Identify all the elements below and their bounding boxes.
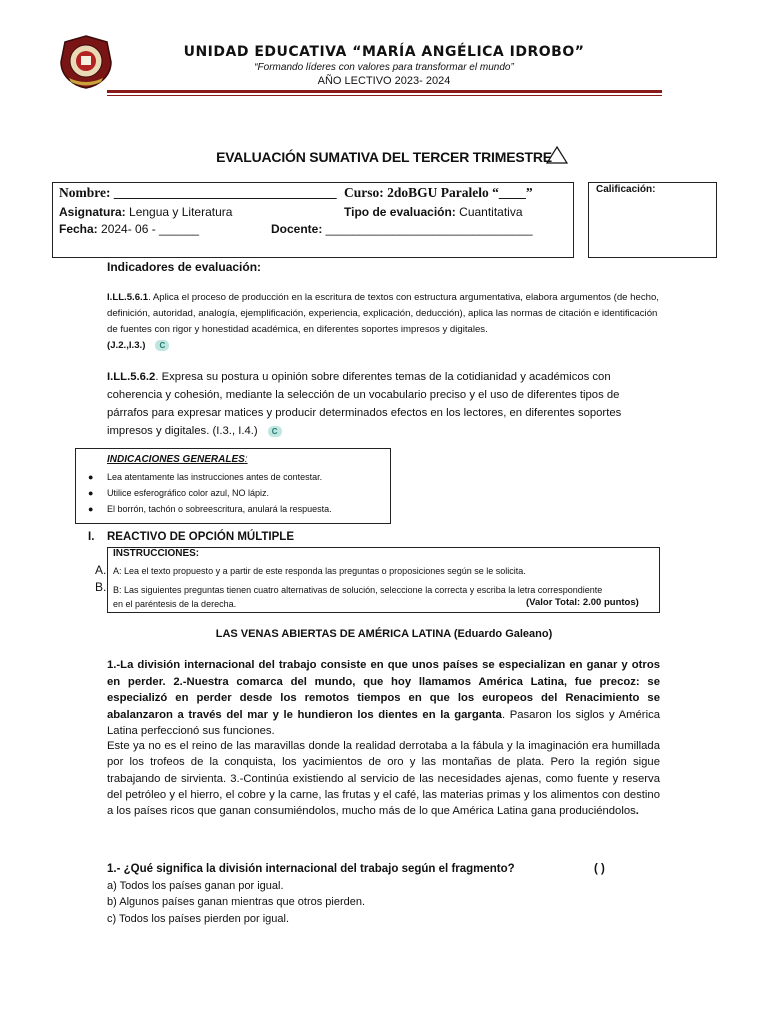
teacher-value: _______________________________ — [322, 222, 533, 236]
general-indications-list — [88, 469, 388, 517]
date-field[interactable] — [59, 222, 199, 236]
general-heading-text: INDICACIONES GENERALES — [107, 454, 245, 465]
header-divider-thin — [107, 95, 662, 96]
reading-paragraph-1 — [107, 657, 660, 740]
eval-type-label: Tipo de evaluación: — [344, 205, 456, 219]
reading-paragraph-2 — [107, 738, 660, 819]
name-field[interactable]: Nombre: _________________________________ — [59, 185, 337, 200]
grade-label: Calificación: — [596, 184, 656, 195]
indicator-2 — [107, 368, 662, 440]
school-year: AÑO LECTIVO 2023- 2024 — [317, 75, 451, 87]
teacher-label: Docente: — [271, 222, 323, 236]
reading-paragraph-1-rest: . Pasaron los siglos y América Latina perfeccionó sus funciones. — [107, 708, 661, 737]
indicator-2-text: . Expresa su postura u opinión sobre diferentes temas de la cotidianidad y académicos con coherencia y cohesión, mediante la selección de un vocabulario preciso y el uso de diferentes tipos de párrafos para expresar matices y producir determinados efectos en los lectores, en diferentes soportes impresos y digitales. (I.3., I.4.) — [107, 371, 622, 437]
indicator-1-text: . Aplica el proceso de producción en la escritura de textos con estructura argumentativa, elabora argumentos (de hecho, definición, autoridad, analogía, ejemplificación, experiencia, explicación, deducción), aplica las normas de citación e identificación de fuentes con rigor y honestidad académica, en diferentes soportes impresos y digitales. — [107, 292, 659, 335]
indicator-2-code: I.LL.5.6.2 — [107, 371, 156, 383]
date-label: Fecha: — [59, 222, 98, 236]
general-indications-heading — [107, 454, 248, 465]
question-1-option-c: c) Todos los países pierden por igual. — [107, 913, 290, 925]
instruction-b: B: Las siguientes preguntas tienen cuatro alternativas de solución, seleccione la correcta y escriba la letra correspondiente en el paréntesis de la derecha. — [113, 585, 603, 609]
school-name: UNIDAD EDUCATIVA “MARÍA ANGÉLICA IDROBO” — [183, 44, 585, 60]
school-motto: “Formando líderes con valores para transformar el mundo” — [254, 62, 514, 73]
eval-type-value: Cuantitativa — [455, 205, 523, 219]
teacher-field[interactable] — [271, 222, 533, 236]
subject-label: Asignatura: — [59, 205, 126, 219]
instruction-a-marker: A. — [95, 563, 107, 577]
reading-paragraph-2-end: . — [635, 805, 639, 818]
instruction-a: A: Lea el texto propuesto y a partir de este responda las preguntas o proposiciones según se le solicita. — [113, 566, 526, 576]
instruction-b-marker: B. — [95, 580, 107, 594]
reading-paragraph-2-text: Este ya no es el reino de las maravillas donde la realidad derrotaba a la fábula y la imaginación era humillada por los trofeos de la conquista, los yacimientos de oro y las montañas de plata. Pero la región sigue trabajando de sirvienta. 3.-Continúa existiendo al servicio de las necesidades ajenas, como fuente y reserva del petróleo y el hierro, el cobre y la carne, las frutas y el café, las materias primas y los alimentos con destino a los países ricos que ganan consumiéndolos, mucho más de lo que América Latina gana produciéndolos — [107, 740, 660, 818]
section-title: REACTIVO DE OPCIÓN MÚLTIPLE — [107, 531, 294, 543]
list-item: ● Utilice esferográfico color azul, NO lápiz. — [88, 485, 388, 501]
reading-paragraph-1-bold: 1.-La división internacional del trabajo consiste en que unos países se especializan en ganar y otros en perder. 2.-Nuestra comarca del mundo, que hoy llamamos América Latina, fue precoz: se especializó en perder desde los remotos tiempos en que los europeos del Renacimiento se abalanzaron a través del mar y le hundieron los dientes en la garganta — [107, 659, 660, 721]
exam-title: EVALUACIÓN SUMATIVA DEL TERCER TRIMESTRE — [216, 149, 552, 165]
subject-value: Lengua y Literatura — [125, 205, 233, 219]
indicator-1-ref: (J.2.,I.3.) — [107, 340, 146, 351]
section-number: I. — [88, 531, 95, 543]
course-field[interactable]: Curso: 2doBGU Paralelo “____” — [344, 185, 533, 200]
question-1-option-a: a) Todos los países ganan por igual. — [107, 880, 284, 892]
question-1-option-b: b) Algunos países ganan mientras que otros pierden. — [107, 896, 366, 908]
question-1-answer-box[interactable]: ( ) — [594, 863, 605, 875]
comment-chip-icon[interactable]: C — [155, 340, 169, 351]
indicator-1-code: I.LL.5.6.1 — [107, 292, 149, 303]
reading-title: LAS VENAS ABIERTAS DE AMÉRICA LATINA (Eduardo Galeano) — [215, 628, 553, 640]
comment-chip-icon[interactable]: C — [268, 426, 282, 437]
list-item: ● Lea atentamente las instrucciones antes de contestar. — [88, 469, 388, 485]
indicators-heading: Indicadores de evaluación: — [107, 260, 262, 274]
total-value: (Valor Total: 2.00 puntos) — [526, 597, 639, 608]
indicator-1 — [107, 290, 662, 354]
header-divider — [107, 90, 662, 93]
triangle-icon — [546, 146, 568, 164]
instructions-heading: INSTRUCCIONES: — [113, 548, 200, 559]
date-value: 2024- 06 - ______ — [97, 222, 200, 236]
question-1-text: 1.- ¿Qué significa la división internacional del trabajo según el fragmento? — [107, 863, 515, 875]
eval-type-field — [344, 205, 523, 219]
subject-field — [59, 205, 232, 219]
general-heading-colon: : — [244, 454, 248, 465]
list-item: ● El borrón, tachón o sobreescritura, anulará la respuesta. — [88, 501, 388, 517]
